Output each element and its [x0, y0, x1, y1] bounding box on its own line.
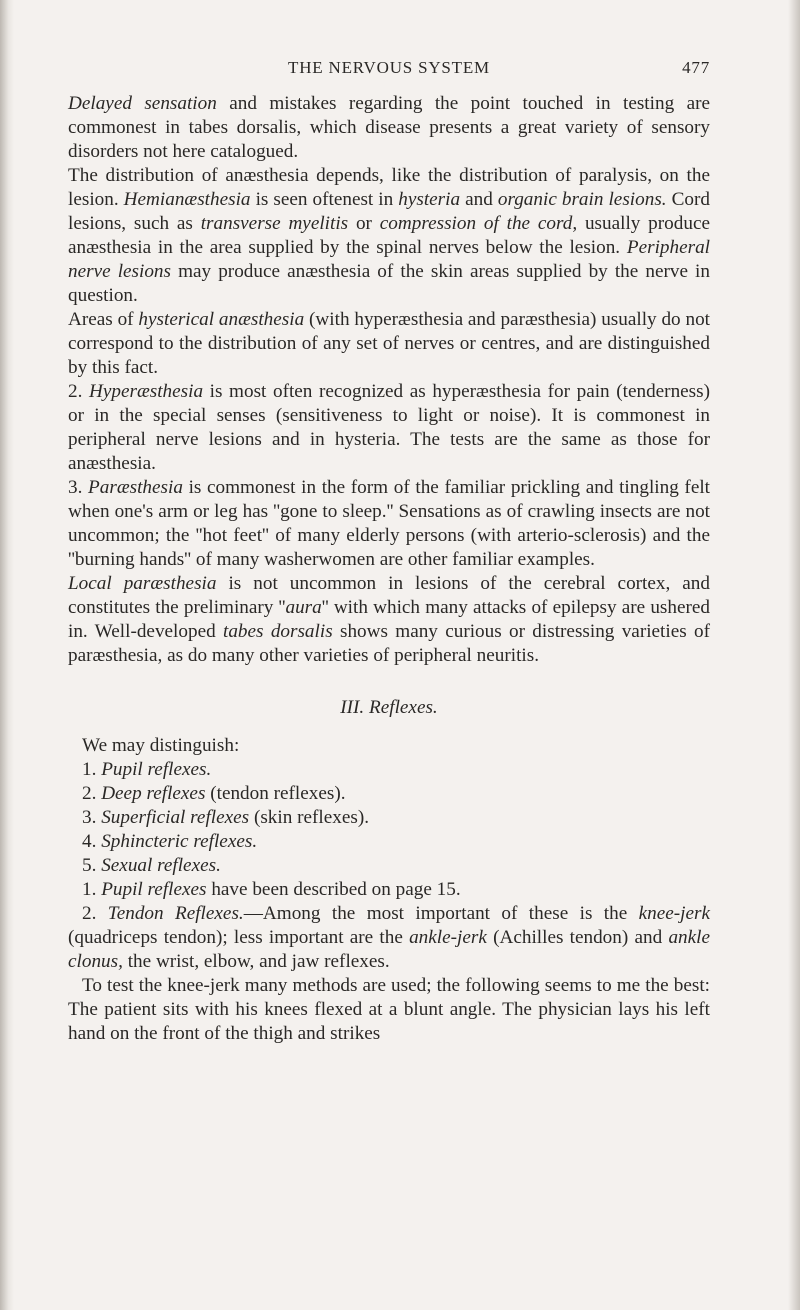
reflex-list — [68, 758, 710, 878]
text: —Among the most important of these is the — [243, 903, 639, 924]
list-label: Sexual reflexes. — [101, 855, 221, 876]
paragraph-knee-jerk-test: To test the knee-jerk many methods are used; the following seems to me the best: The patient sits with his knees flexed at a blunt angle. The physician lays his left hand on the front of the thigh and strikes — [68, 975, 710, 1044]
list-number: 1. — [82, 759, 102, 780]
text: is not uncommon in lesions of the cerebral cortex, and constitutes the preliminary '' — [68, 573, 710, 618]
text: Cord lesions, such as — [68, 189, 710, 234]
list-number: 4. — [82, 831, 102, 852]
text: is commonest in the form of the familiar prickling and tingling felt when one's arm or leg has ''gone to sleep.'' Sensations as of crawling insects are not uncommon; the ''hot feet'' of many elderly persons (with arterio-sclerosis) and the ''burning hands'' of many washerwomen are other familiar examples. — [68, 477, 711, 570]
text: shows many curious or distressing varieties of paræsthesia, as do many other varieties of peripheral neuritis. — [68, 621, 710, 666]
text: (Achilles tendon) and — [486, 927, 669, 948]
paragraph-anaesthesia-distribution — [68, 164, 710, 308]
text: The distribution of anæsthesia depends, like the distribution of paralysis, on the lesion. — [68, 165, 710, 210]
book-page — [68, 58, 710, 1046]
text: 3. — [68, 477, 89, 498]
text: Areas of — [68, 309, 139, 330]
text: and mistakes regarding the point touched in testing are commonest in tabes dorsalis, which disease presents a great variety of sensory disorders not here catalogued. — [68, 93, 710, 162]
list-item — [68, 758, 710, 782]
page-left-edge-shadow — [0, 0, 14, 1310]
list-item — [68, 782, 710, 806]
text: (with hyperæsthesia and paræsthesia) usually do not correspond to the distribution of any set of nerves or centres, and are distinguished by this fact. — [68, 309, 710, 378]
running-head-title: THE NERVOUS SYSTEM — [288, 58, 490, 77]
list-number: 3. — [82, 807, 102, 828]
body-text — [68, 92, 710, 1046]
text: usually produce anæsthesia in the area supplied by the spinal nerves below the lesion. — [68, 213, 710, 258]
paragraph-local-paraesthesia — [68, 572, 710, 668]
term-hyperaesthesia: Hyperæsthesia — [89, 381, 204, 402]
paragraph-hyperaesthesia — [68, 380, 710, 476]
list-label: Deep reflexes — [101, 783, 206, 804]
term-hemianaesthesia: Hemianæsthesia — [123, 189, 251, 210]
paragraph-paraesthesia — [68, 476, 710, 572]
term-peripheral-nerve-lesions: Peripheral nerve lesions — [68, 237, 710, 282]
term-pupil-reflexes: Pupil reflexes — [101, 879, 207, 900]
section-heading-reflexes: III. Reflexes. — [340, 697, 438, 718]
term-compression-of-cord: compression of the cord, — [379, 213, 578, 234]
term-ankle-jerk: ankle-jerk — [409, 927, 487, 948]
paragraph-delayed-sensation — [68, 92, 710, 164]
text: is seen oftenest in — [250, 189, 399, 210]
text: 1. — [82, 879, 102, 900]
paragraph-hysterical-anaesthesia — [68, 308, 710, 380]
term-organic-brain-lesions: organic brain lesions. — [497, 189, 667, 210]
list-rest: (skin reflexes). — [249, 807, 370, 828]
term-aura: aura — [285, 597, 322, 618]
text: '' with which many attacks of epilepsy are ushered in. Well-developed — [68, 597, 711, 642]
term-delayed-sensation: Delayed sensation — [68, 93, 217, 114]
term-hysterical-anaesthesia: hysterical anæsthesia — [138, 309, 305, 330]
term-transverse-myelitis: transverse myelitis — [200, 213, 349, 234]
term-paraesthesia: Paræsthesia — [88, 477, 183, 498]
list-rest: (tendon reflexes). — [205, 783, 346, 804]
list-number: 5. — [82, 855, 102, 876]
term-hysteria: hysteria — [398, 189, 461, 210]
term-tabes-dorsalis: tabes dorsalis — [223, 621, 333, 642]
text: 2. — [82, 903, 108, 924]
list-label: Pupil reflexes. — [101, 759, 212, 780]
term-ankle-clonus: ankle clonus, — [68, 927, 710, 972]
term-knee-jerk: knee-jerk — [638, 903, 711, 924]
paragraph-tendon-reflexes — [68, 902, 710, 974]
text: 2. — [68, 381, 89, 402]
list-label: Superficial reflexes — [101, 807, 250, 828]
page-number: 477 — [682, 58, 710, 77]
list-item — [68, 854, 710, 878]
list-item — [68, 806, 710, 830]
list-label: Sphincteric reflexes. — [101, 831, 258, 852]
list-item — [68, 830, 710, 854]
text: may produce anæsthesia of the skin areas supplied by the nerve in question. — [68, 261, 710, 306]
paragraph-intro: We may distinguish: — [82, 735, 240, 756]
running-head — [68, 58, 710, 92]
term-local-paraesthesia: Local paræsthesia — [68, 573, 217, 594]
term-tendon-reflexes: Tendon Reflexes. — [107, 903, 244, 924]
page-right-edge-shadow — [788, 0, 800, 1310]
paragraph-pupil-reflexes — [68, 878, 710, 902]
text: have been described on page 15. — [206, 879, 461, 900]
text: the wrist, elbow, and jaw reflexes. — [122, 951, 390, 972]
text: and — [460, 189, 498, 210]
text: (quadriceps tendon); less important are the — [68, 927, 410, 948]
list-number: 2. — [82, 783, 102, 804]
text: is most often recognized as hyperæsthesia for pain (tenderness) or in the special senses (sensitiveness to light or noise). It is commonest in peripheral nerve lesions and in hysteria. The tests are the same as those for anæsthesia. — [68, 381, 711, 474]
text: or — [348, 213, 380, 234]
